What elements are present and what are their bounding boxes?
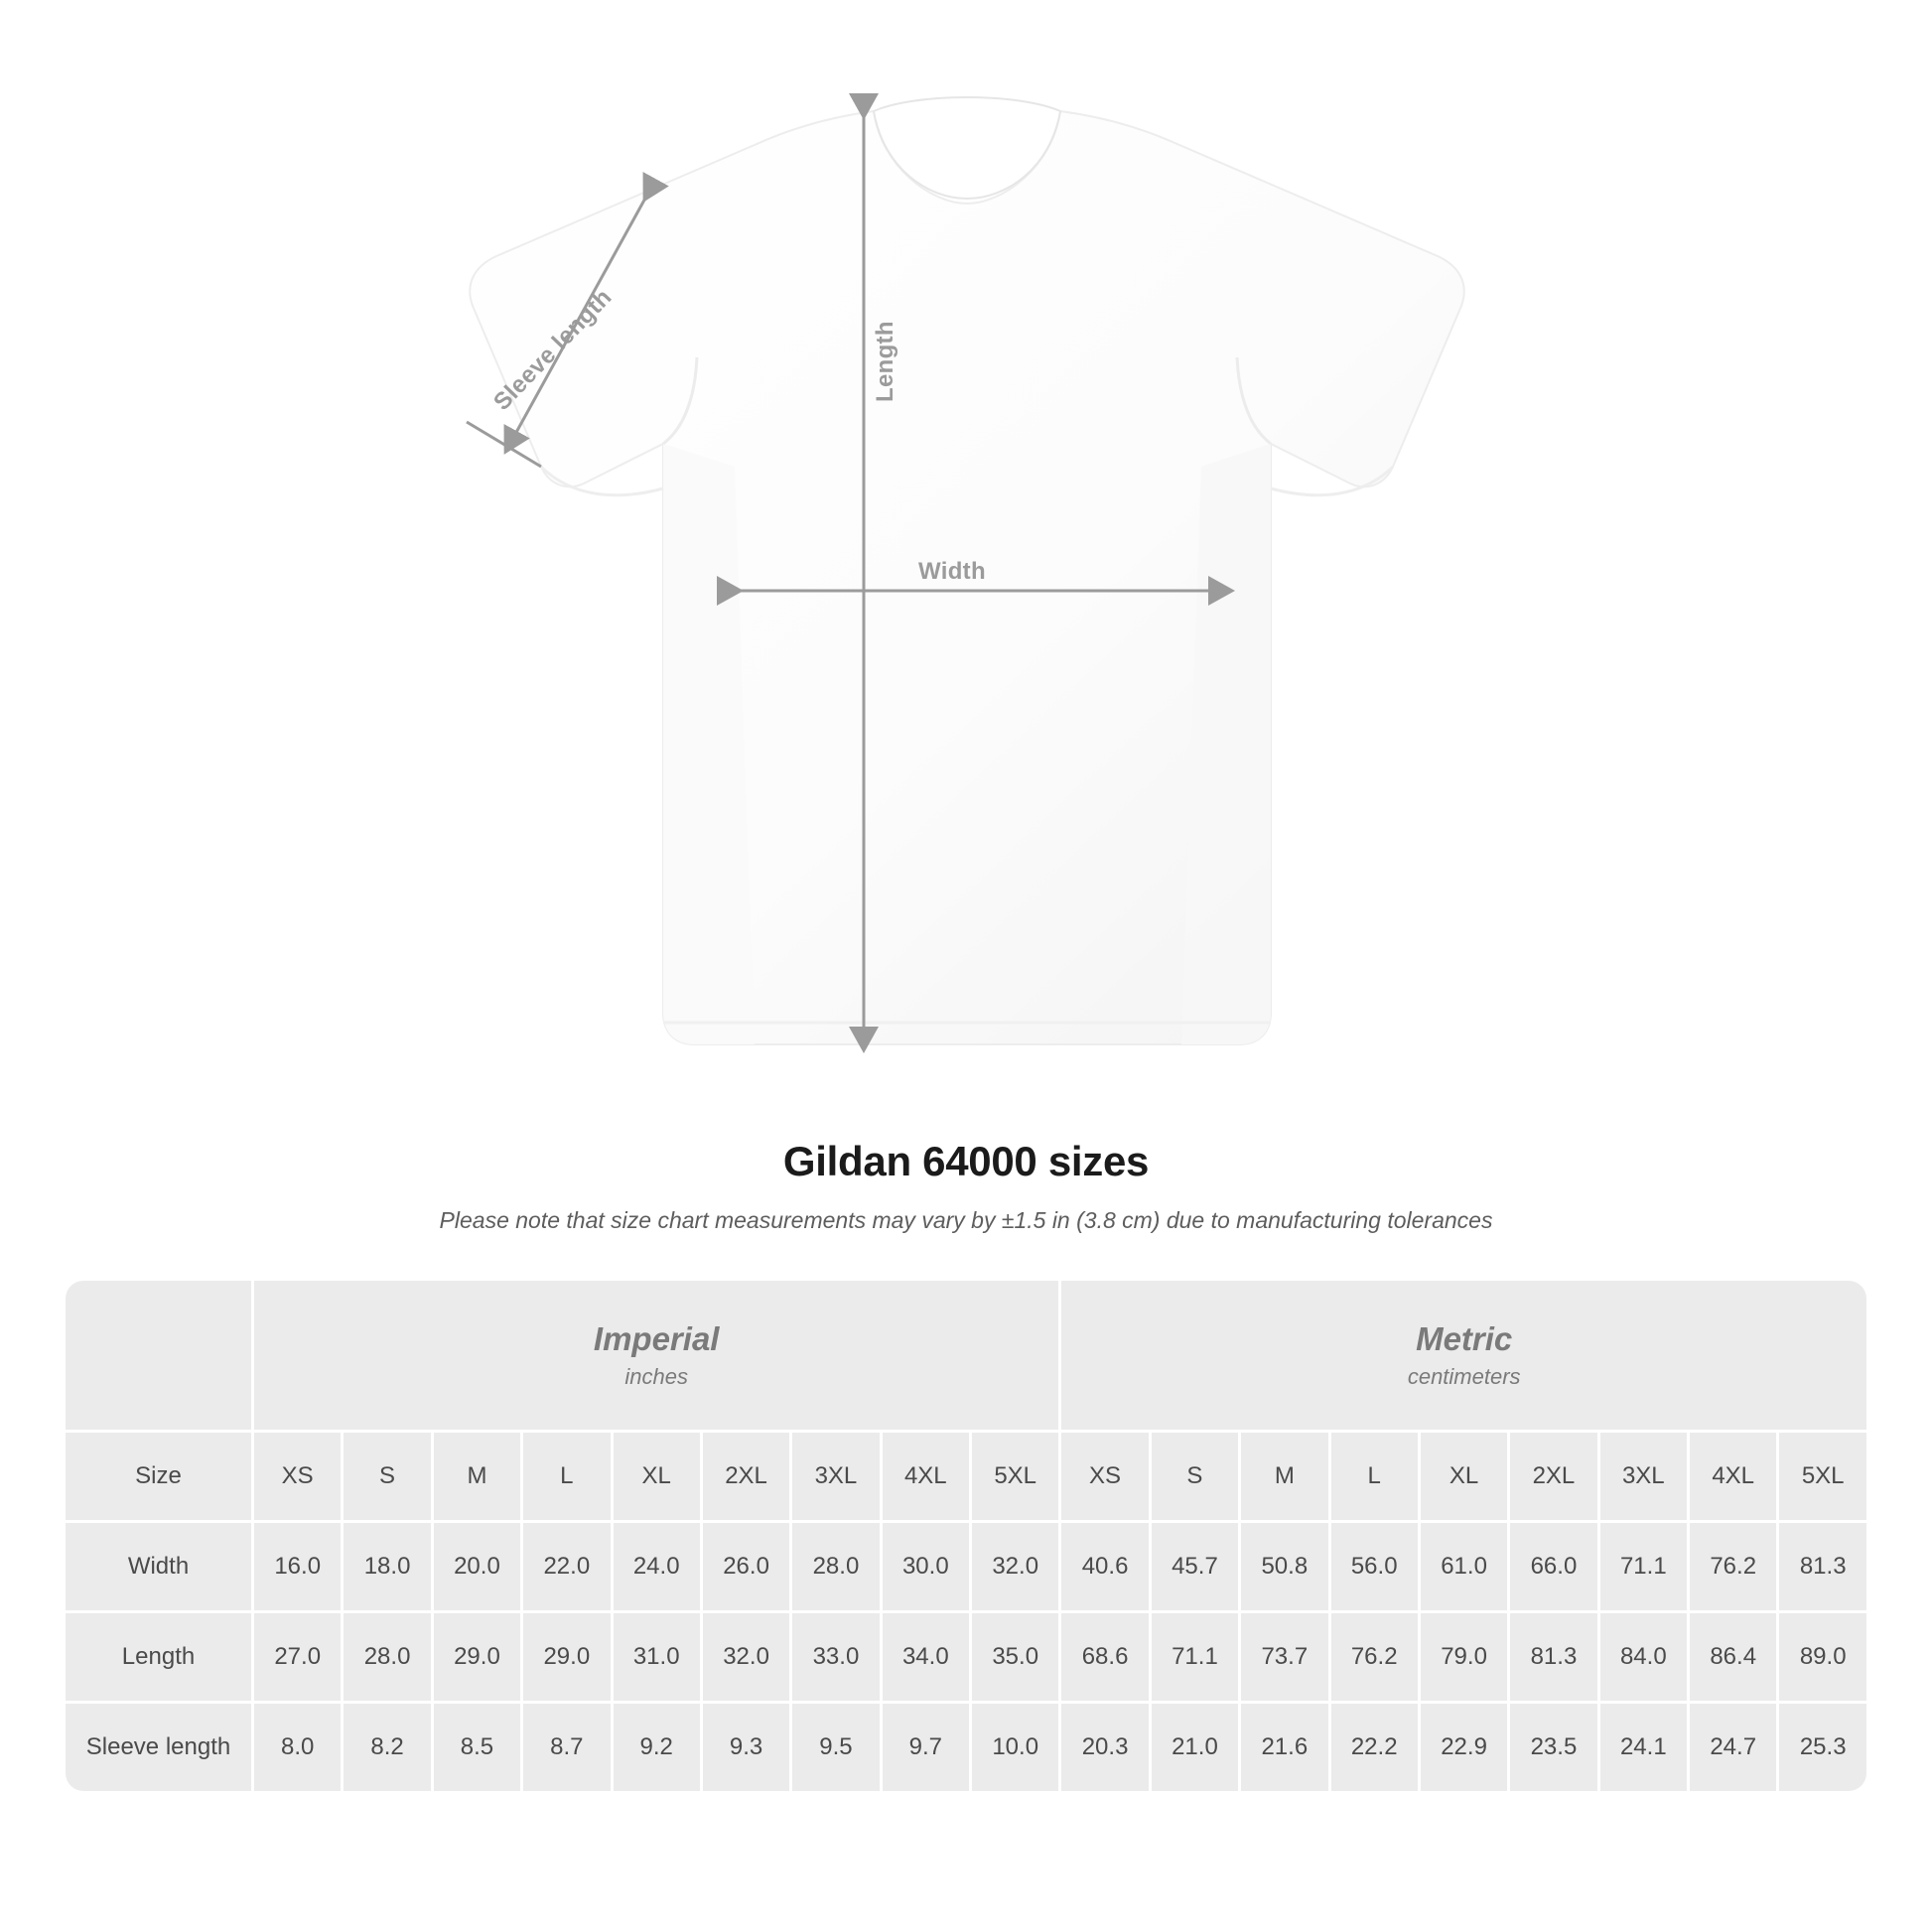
unit-group-sub: inches: [624, 1363, 688, 1389]
table-cell: 35.0: [972, 1613, 1058, 1701]
page-title: Gildan 64000 sizes: [782, 1138, 1150, 1184]
row-header-length: Length: [66, 1613, 251, 1701]
table-cell: 26.0: [703, 1523, 789, 1610]
size-column-header: 2XL: [703, 1433, 789, 1520]
table-cell: 22.0: [523, 1523, 610, 1610]
size-column-header: XS: [254, 1433, 341, 1520]
table-cell: 18.0: [344, 1523, 430, 1610]
size-table: [63, 1278, 1869, 1794]
table-cell: 24.7: [1690, 1704, 1776, 1791]
size-column-header: XL: [614, 1433, 700, 1520]
table-cell: 89.0: [1779, 1613, 1866, 1701]
table-cell: 71.1: [1600, 1523, 1687, 1610]
table-cell: 27.0: [254, 1613, 341, 1701]
table-cell: 68.6: [1061, 1613, 1148, 1701]
unit-group-name: Metric: [1416, 1320, 1513, 1358]
size-column-header: 2XL: [1510, 1433, 1596, 1520]
table-cell: 32.0: [972, 1523, 1058, 1610]
table-cell: 61.0: [1421, 1523, 1507, 1610]
table-row: [66, 1704, 1866, 1791]
table-cell: 22.2: [1331, 1704, 1418, 1791]
table-cell: 9.2: [614, 1704, 700, 1791]
size-column-header: M: [1241, 1433, 1327, 1520]
size-column-header: S: [344, 1433, 430, 1520]
table-cell: 21.0: [1152, 1704, 1238, 1791]
size-column-header: 4XL: [1690, 1433, 1776, 1520]
table-cell: 71.1: [1152, 1613, 1238, 1701]
size-column-header: 5XL: [1779, 1433, 1866, 1520]
table-cell: 29.0: [523, 1613, 610, 1701]
table-cell: 50.8: [1241, 1523, 1327, 1610]
table-cell: 34.0: [883, 1613, 969, 1701]
table-cell: 16.0: [254, 1523, 341, 1610]
table-cell: 45.7: [1152, 1523, 1238, 1610]
table-cell: 40.6: [1061, 1523, 1148, 1610]
table-cell: 23.5: [1510, 1704, 1596, 1791]
row-header-width: Width: [66, 1523, 251, 1610]
table-cell: 79.0: [1421, 1613, 1507, 1701]
table-cell: 9.3: [703, 1704, 789, 1791]
title-block: [0, 1138, 1932, 1234]
size-column-header: 5XL: [972, 1433, 1058, 1520]
table-cell: 81.3: [1779, 1523, 1866, 1610]
table-cell: 20.0: [434, 1523, 520, 1610]
size-column-header: 3XL: [792, 1433, 879, 1520]
table-cell: 76.2: [1690, 1523, 1776, 1610]
size-column-header: L: [1331, 1433, 1418, 1520]
table-cell: 86.4: [1690, 1613, 1776, 1701]
table-cell: 9.7: [883, 1704, 969, 1791]
table-cell: 33.0: [792, 1613, 879, 1701]
table-cell: 24.0: [614, 1523, 700, 1610]
size-column-header: XL: [1421, 1433, 1507, 1520]
table-cell: 66.0: [1510, 1523, 1596, 1610]
table-cell: 22.9: [1421, 1704, 1507, 1791]
table-cell: 8.2: [344, 1704, 430, 1791]
size-column-header: S: [1152, 1433, 1238, 1520]
table-cell: 56.0: [1331, 1523, 1418, 1610]
size-column-header: L: [523, 1433, 610, 1520]
table-cell: 8.5: [434, 1704, 520, 1791]
table-cell: 21.6: [1241, 1704, 1327, 1791]
table-cell: 84.0: [1600, 1613, 1687, 1701]
unit-group-sub: centimeters: [1407, 1363, 1521, 1389]
table-corner-cell: [66, 1281, 251, 1430]
table-cell: 30.0: [883, 1523, 969, 1610]
size-column-header: M: [434, 1433, 520, 1520]
table-cell: 31.0: [614, 1613, 700, 1701]
table-cell: 8.7: [523, 1704, 610, 1791]
tolerance-note: Please note that size chart measurements may vary by ±1.5 in (3.8 cm) due to manufacturing tolerances: [439, 1207, 1493, 1233]
table-cell: 28.0: [792, 1523, 879, 1610]
table-header-size: Size: [66, 1433, 251, 1520]
size-column-header: 4XL: [883, 1433, 969, 1520]
table-cell: 32.0: [703, 1613, 789, 1701]
unit-group-header-metric: [1061, 1281, 1866, 1430]
table-cell: 25.3: [1779, 1704, 1866, 1791]
table-cell: 10.0: [972, 1704, 1058, 1791]
table-cell: 9.5: [792, 1704, 879, 1791]
size-column-header: XS: [1061, 1433, 1148, 1520]
table-row: [66, 1613, 1866, 1701]
table-cell: 29.0: [434, 1613, 520, 1701]
table-cell: 76.2: [1331, 1613, 1418, 1701]
label-sleeve-length: Sleeve length: [488, 283, 618, 416]
table-cell: 28.0: [344, 1613, 430, 1701]
size-column-header: 3XL: [1600, 1433, 1687, 1520]
table-row: [66, 1523, 1866, 1610]
table-cell: 81.3: [1510, 1613, 1596, 1701]
table-cell: 8.0: [254, 1704, 341, 1791]
unit-group-header-imperial: [254, 1281, 1058, 1430]
unit-group-name: Imperial: [593, 1320, 720, 1358]
table-cell: 20.3: [1061, 1704, 1148, 1791]
table-cell: 73.7: [1241, 1613, 1327, 1701]
label-length: Length: [872, 321, 898, 402]
label-width: Width: [918, 558, 986, 585]
row-header-sleeve-length: Sleeve length: [66, 1704, 251, 1791]
table-cell: 24.1: [1600, 1704, 1687, 1791]
size-table-wrapper: [63, 1278, 1869, 1794]
